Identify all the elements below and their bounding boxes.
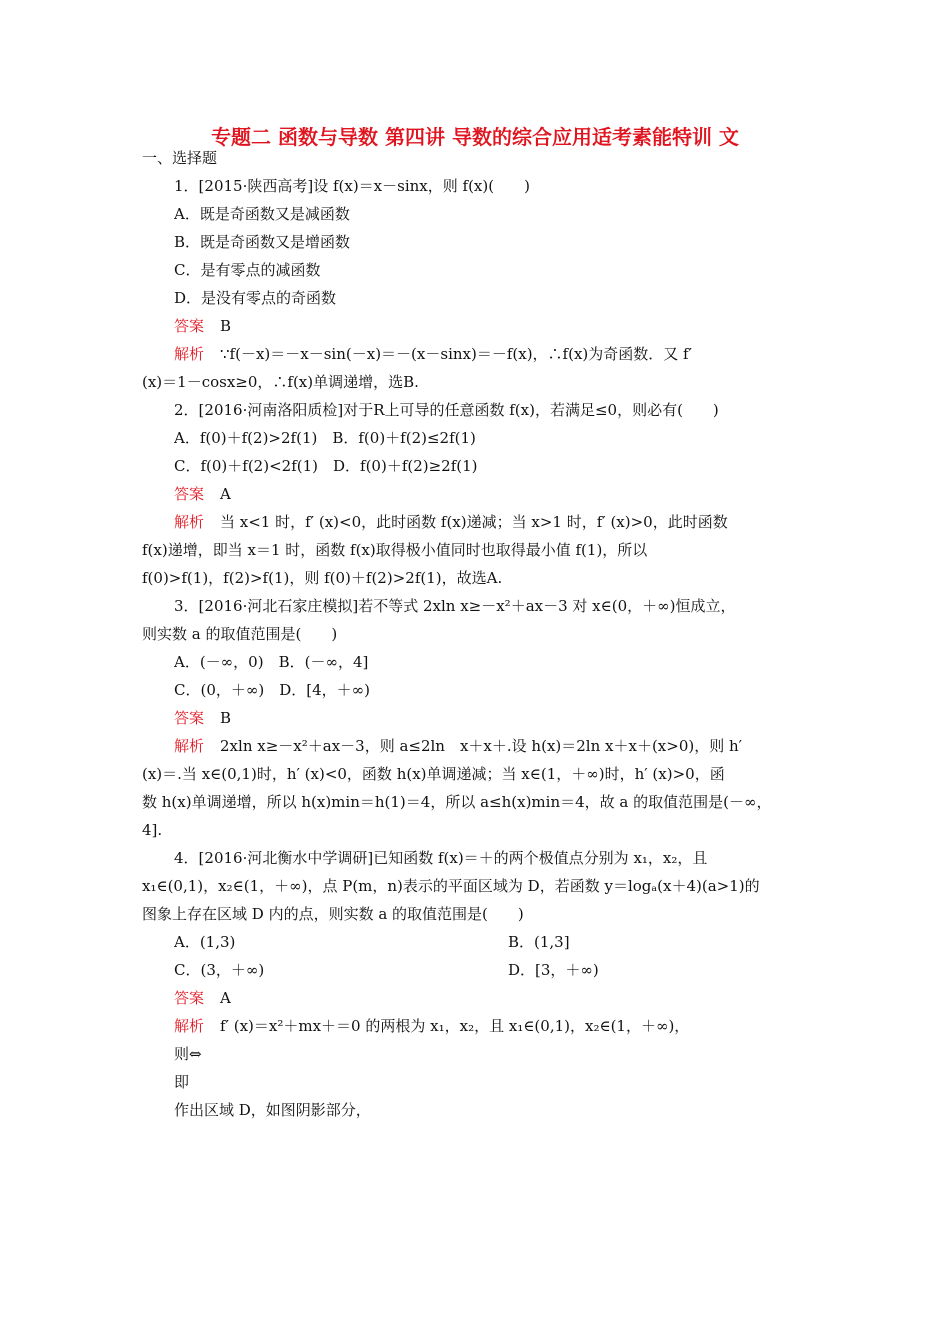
answer-value: A [220, 485, 231, 503]
question-1-analysis-line-1 [174, 343, 692, 365]
question-2-options-cd: C．f(0)＋f(2)<2f(1) D．f(0)＋f(2)≥2f(1) [174, 457, 478, 475]
analysis-text: 2xln x≥－x²＋ax－3，则 a≤2ln x＋x＋.设 h(x)＝2ln x＋x＋(x>0)，则 h′ [220, 737, 743, 755]
question-3-analysis-line-2: (x)＝.当 x∈(0,1)时，h′ (x)<0，函数 h(x)单调递减；当 x∈(1，＋∞)时，h′ (x)>0，函 [142, 765, 725, 783]
document-title: 专题二 函数与导数 第四讲 导数的综合应用适考素能特训 文 [211, 125, 739, 149]
question-3-stem-line-1: 3．[2016·河北石家庄模拟]若不等式 2xln x≥－x²＋ax－3 对 x∈(0，＋∞)恒成立， [174, 597, 736, 615]
analysis-label: 解析 [174, 737, 205, 755]
question-4-stem-line-3: 图象上存在区域 D 内的点，则实数 a 的取值范围是( ) [142, 905, 524, 923]
question-3-analysis-line-3: 数 h(x)单调递增，所以 h(x)min＝h(1)＝4，所以 a≤h(x)min＝4，故 a 的取值范围是(－∞， [142, 793, 772, 811]
question-2-stem: 2．[2016·河南洛阳质检]对于R上可导的任意函数 f(x)，若满足≤0，则必有( ) [174, 401, 719, 419]
question-1-stem: 1．[2015·陕西高考]设 f(x)＝x－sinx，则 f(x)( ) [174, 177, 530, 195]
analysis-label: 解析 [174, 345, 205, 363]
question-4-analysis-line-2: 则⇔ [174, 1045, 202, 1063]
answer-value: B [220, 317, 232, 335]
question-4-option-d: D．[3，＋∞) [508, 961, 599, 979]
question-3-analysis-line-4: 4]. [142, 821, 163, 839]
question-3-answer [174, 707, 231, 729]
analysis-text: 当 x<1 时，f′ (x)<0，此时函数 f(x)递减；当 x>1 时，f′ (x)>0，此时函数 [220, 513, 728, 531]
question-4-option-a: A．(1,3) [174, 933, 236, 951]
section-heading: 一、选择题 [142, 149, 218, 167]
question-4-option-b: B．(1,3] [508, 933, 570, 951]
question-1-option-b: B．既是奇函数又是增函数 [174, 233, 351, 251]
answer-label: 答案 [174, 709, 205, 727]
question-2-analysis-line-3: f(0)>f(1)，f(2)>f(1)，则 f(0)＋f(2)>2f(1)，故选A. [142, 569, 503, 587]
question-1-answer [174, 315, 231, 337]
analysis-text: ∵f(－x)＝－x－sin(－x)＝－(x－sinx)＝－f(x)，∴f(x)为奇函数．又 f′ [220, 345, 692, 363]
question-2-options-ab: A．f(0)＋f(2)>2f(1) B．f(0)＋f(2)≤2f(1) [174, 429, 476, 447]
answer-label: 答案 [174, 485, 205, 503]
question-4-option-c: C．(3，＋∞) [174, 961, 265, 979]
analysis-label: 解析 [174, 513, 205, 531]
answer-value: A [220, 989, 231, 1007]
question-3-options-ab: A．(－∞，0) B．(－∞，4] [174, 653, 369, 671]
question-4-analysis-line-1 [174, 1015, 689, 1037]
answer-value: B [220, 709, 232, 727]
question-1-option-c: C．是有零点的减函数 [174, 261, 321, 279]
question-2-analysis-line-2: f(x)递增，即当 x＝1 时，函数 f(x)取得极小值同时也取得最小值 f(1)，所以 [142, 541, 648, 559]
question-4-stem-line-1: 4．[2016·河北衡水中学调研]已知函数 f(x)＝＋的两个极值点分别为 x₁，x₂，且 [174, 849, 708, 867]
question-2-analysis-line-1 [174, 511, 728, 533]
question-4-analysis-line-4: 作出区域 D，如图阴影部分， [174, 1101, 371, 1119]
question-3-options-cd: C．(0，＋∞) D．[4，＋∞) [174, 681, 370, 699]
question-4-answer [174, 987, 231, 1009]
question-1-analysis-line-2: (x)＝1－cosx≥0，∴f(x)单调递增，选B. [142, 373, 419, 391]
question-4-stem-line-2: x₁∈(0,1)，x₂∈(1，＋∞)，点 P(m，n)表示的平面区域为 D，若函数 y＝logₐ(x＋4)(a>1)的 [142, 877, 760, 895]
question-3-stem-line-2: 则实数 a 的取值范围是( ) [142, 625, 338, 643]
question-1-option-a: A．既是奇函数又是减函数 [174, 205, 350, 223]
question-2-answer [174, 483, 231, 505]
analysis-text: f′ (x)＝x²＋mx＋＝0 的两根为 x₁，x₂，且 x₁∈(0,1)，x₂∈(1，＋∞)， [220, 1017, 690, 1035]
answer-label: 答案 [174, 989, 205, 1007]
question-4-analysis-line-3: 即 [174, 1073, 190, 1091]
answer-label: 答案 [174, 317, 205, 335]
analysis-label: 解析 [174, 1017, 205, 1035]
question-3-analysis-line-1 [174, 735, 742, 757]
question-1-option-d: D．是没有零点的奇函数 [174, 289, 337, 307]
